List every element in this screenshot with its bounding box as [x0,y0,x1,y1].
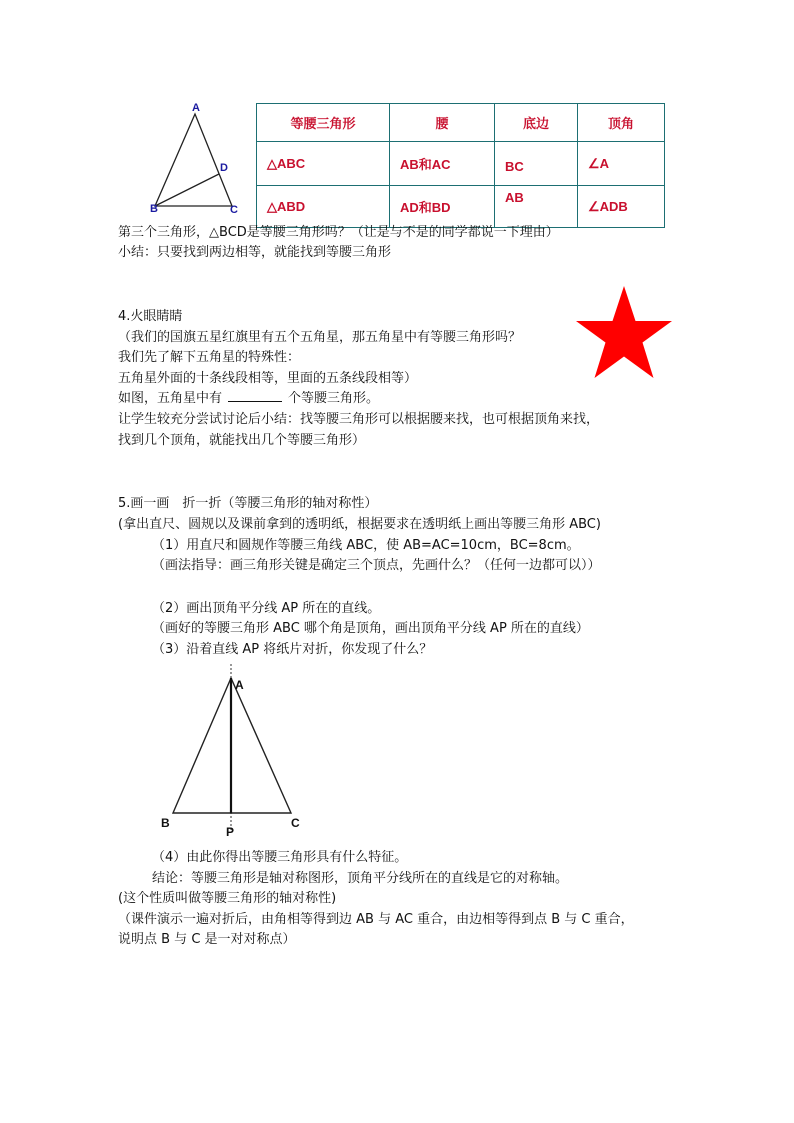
text-line [118,389,379,409]
text-line: 小结：只要找到两边相等，就能找到等腰三角形 [118,245,392,260]
isosceles-table [256,103,665,228]
text-line: 说明点 B 与 C 是一对对称点） [118,932,296,947]
table-header-cell: 等腰三角形 [257,104,390,142]
text-line: （我们的国旗五星红旗里有五个五角星，那五角星中有等腰三角形吗？ [118,330,522,345]
table-cell: ∠A [578,142,665,186]
fig1-label-a: A [192,102,200,114]
fig1-label-b: B [150,203,158,215]
text-line: 找到几个顶角，就能找出几个等腰三角形） [118,433,366,448]
text-line: （课件演示一遍对折后，由角相等得到边 AB 与 AC 重合，由边相等得到点 B 与 C 重合， [118,912,634,927]
table-cell: BC [495,142,578,186]
table-header-cell: 腰 [390,104,495,142]
fill-blank [228,389,282,402]
red-star-icon [574,284,674,388]
segment-bd [155,174,219,206]
text-line: （2）画出顶角平分线 AP 所在的直线。 [152,601,381,616]
text-line: (拿出直尺、圆规以及课前拿到的透明纸，根据要求在透明纸上画出等腰三角形 ABC) [118,517,601,532]
section-5-title: 5.画一画 折一折（等腰三角形的轴对称性） [118,496,378,511]
fig1-label-d: D [220,162,228,174]
table-row [257,186,665,228]
table-cell: AB和AC [390,142,495,186]
table-cell: △ABC [257,142,390,186]
text-line: （1）用直尺和圆规作等腰三角线 ABC，使 AB=AC=10cm，BC=8cm。 [152,538,580,553]
fill-blank-suffix: 个等腰三角形。 [288,391,380,406]
fig2-label-a: A [235,678,244,692]
text-line: (这个性质叫做等腰三角形的轴对称性) [118,891,337,906]
fig2-label-b: B [161,816,170,830]
fig1-label-c: C [230,204,238,216]
text-line: （画法指导：画三角形关键是确定三个顶点，先画什么？（任何一边都可以）） [152,558,601,573]
text-line: 我们先了解下五角星的特殊性： [118,350,301,365]
fig2-label-c: C [291,816,300,830]
triangle-abd-figure [140,98,250,220]
section-4-title: 4.火眼睛睛 [118,309,183,324]
text-line: （3）沿着直线 AP 将纸片对折，你发现了什么？ [152,642,433,657]
fill-blank-prefix: 如图，五角星中有 [118,391,223,406]
table-cell: △ABD [257,186,390,228]
table-cell: ∠ADB [578,186,665,228]
table-header-row [257,104,665,142]
text-line: 让学生较充分尝试讨论后小结：找等腰三角形可以根据腰来找，也可根据顶角来找， [118,412,600,427]
table-row [257,142,665,186]
fig2-label-p: P [226,825,235,839]
table-cell: AD和BD [390,186,495,228]
text-line: 五角星外面的十条线段相等，里面的五条线段相等） [118,371,418,386]
text-line: （画好的等腰三角形 ABC 哪个角是顶角，画出顶角平分线 AP 所在的直线） [152,621,589,636]
table-header-cell: 底边 [495,104,578,142]
text-line: （4）由此你得出等腰三角形具有什么特征。 [152,850,408,865]
table-cell: AB [495,186,578,228]
text-line: 第三个三角形，△BCD是等腰三角形吗？（让是与不是的同学都说一下理由） [118,225,559,240]
text-line: 结论：等腰三角形是轴对称图形，顶角平分线所在的直线是它的对称轴。 [152,871,569,886]
triangle-abc-outline [155,114,232,206]
table-header-cell: 顶角 [578,104,665,142]
